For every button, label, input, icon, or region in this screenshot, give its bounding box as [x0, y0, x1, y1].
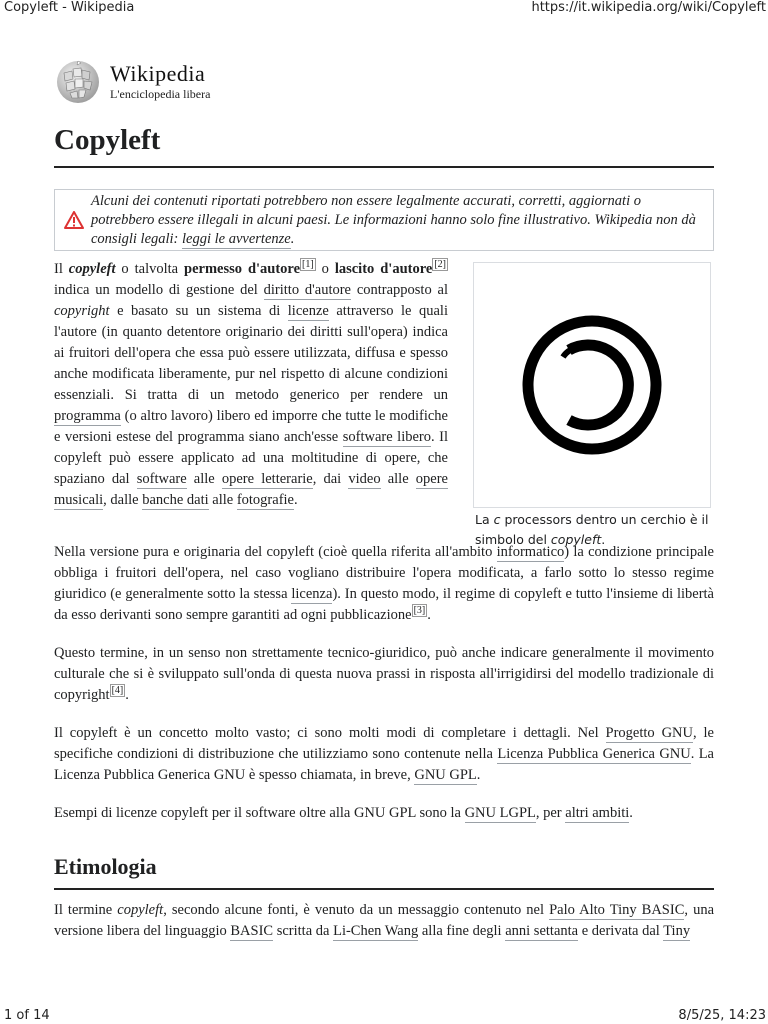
paragraph-concetto-vasto: Il copyleft è un concetto molto vasto; ci sono molti modi di completare i dettagli. Nel Progetto GNU, le specifiche condizioni di distribuzione che utilizziamo sono contenute nella Licenza Pubblica Generica GNU. La Licenza Pubblica Generica GNU è spesso chiamata, in breve, GNU GPL.: [54, 725, 714, 783]
basic-link[interactable]: BASIC: [230, 923, 274, 939]
gnu-lgpl-link[interactable]: GNU LGPL: [464, 805, 536, 821]
paragraph-versione-pura: Nella versione pura e originaria del copyleft (cioè quella riferita all'ambito informatico) la condizione principale obbliga i fruitori dell'opera, nel caso vogliano distribuire l'opera modificata, a farlo sotto lo stesso regime giuridico (e generalmente sotto la stessa licenza). In questo modo, il regime di copyleft e tutto l'insieme di libertà da esso derivanti sono sempre garantiti ad ogni pubblicazione [3] .: [54, 544, 714, 623]
licenza-gpl-link[interactable]: Licenza Pubblica Generica GNU: [497, 746, 691, 762]
notice-text: Alcuni dei contenuti riportati potrebbero non essere legalmente accurati, corretti, aggiornati o potrebbero essere illegali in alcuni paesi. Le informazioni hanno solo fine illustrativo. Wikipedia non dà consigli legali: leggi le avvertenze.: [91, 192, 696, 247]
section-heading-etimologia: Etimologia: [54, 852, 714, 890]
banche-dati-link[interactable]: banche dati: [142, 492, 209, 508]
print-datetime: 8/5/25, 14:23: [678, 1008, 766, 1023]
progetto-gnu-link[interactable]: Progetto GNU: [605, 725, 693, 741]
copyleft-figure: [473, 262, 713, 550]
licenza-link[interactable]: licenza: [291, 586, 333, 602]
gnu-gpl-link[interactable]: GNU GPL: [414, 767, 477, 783]
page-title: Copyleft: [54, 120, 714, 168]
print-header: [0, 0, 768, 16]
informatico-link[interactable]: informatico: [496, 544, 565, 560]
wikipedia-tagline: L'enciclopedia libera: [110, 86, 211, 101]
opere-letterarie-link[interactable]: opere letterarie: [221, 471, 313, 487]
print-page-number: 1 of 14: [4, 1008, 50, 1023]
citation-4[interactable]: [4]: [111, 685, 124, 697]
copyleft-symbol-icon: [517, 310, 667, 460]
altri-ambiti-link[interactable]: altri ambiti: [565, 805, 630, 821]
paragraph-movimento-culturale: Questo termine, in un senso non strettamente tecnico-giuridico, può anche indicare generalmente il movimento culturale che si è sviluppato sull'onda di questa nuova prassi in risposta all'irrigidirsi del modello tradizionale di copyright [4] .: [54, 645, 714, 703]
article-continued: [54, 542, 714, 942]
avvertenze-link[interactable]: leggi le avvertenze: [182, 230, 291, 247]
programma-link[interactable]: programma: [54, 408, 121, 424]
palo-alto-tiny-basic-link[interactable]: Palo Alto Tiny BASIC: [549, 902, 685, 918]
wikipedia-globe-icon: [54, 57, 102, 105]
citation-3[interactable]: [3]: [413, 605, 426, 617]
software-libero-link[interactable]: software libero: [342, 429, 431, 445]
warning-icon: [63, 211, 85, 229]
figure-image-frame[interactable]: [473, 262, 711, 508]
citation-2[interactable]: [2]: [434, 259, 446, 271]
figure-caption: La c processors dentro un cerchio è il simbolo del copyleft.: [475, 512, 709, 547]
legal-disclaimer-notice: [54, 189, 714, 251]
print-page-url: https://it.wikipedia.org/wiki/Copyleft: [531, 0, 766, 15]
diritto-autore-link[interactable]: diritto d'autore: [263, 282, 351, 298]
li-chen-wang-link[interactable]: Li-Chen Wang: [333, 923, 419, 939]
software-link[interactable]: software: [136, 471, 187, 487]
print-page-title: Copyleft - Wikipedia: [4, 0, 135, 15]
fotografie-link[interactable]: fotografie: [236, 492, 294, 508]
video-link[interactable]: video: [348, 471, 381, 487]
print-footer: [0, 1008, 768, 1024]
wikipedia-logo[interactable]: [54, 57, 210, 105]
licenze-link[interactable]: licenze: [287, 303, 329, 319]
paragraph-etimologia: Il termine copyleft, secondo alcune fonti, è venuto da un messaggio contenuto nel Palo Alto Tiny BASIC, una versione libera del linguaggio BASIC scritta da Li-Chen Wang alla fine degli anni settanta e derivata dal Tiny: [54, 902, 715, 939]
anni-settanta-link[interactable]: anni settanta: [505, 923, 579, 939]
paragraph-esempi-licenze: Esempi di licenze copyleft per il software oltre alla GNU GPL sono la GNU LGPL, per altri ambiti.: [54, 805, 633, 821]
wikipedia-wordmark: Wikipedia: [110, 60, 206, 86]
tiny-link[interactable]: Tiny: [663, 923, 691, 939]
opere-musicali-link[interactable]: opere musicali: [54, 471, 448, 508]
citation-1[interactable]: [1]: [302, 259, 314, 271]
article-content: [54, 120, 714, 549]
intro-paragraph: Il copyleft o talvolta permesso d'autore [1] o lascito d'autore [2] indica un modello di gestione del diritto d'autore contrapposto al copyright e basato su un sistema di licenze attraverso le quali l'autore (in quanto detentore originario dei diritti sull'opera) indica ai fruitori dell'opera che essa può essere utilizzata, diffusa e spesso anche modificata liberamente, pur nel rispetto di alcune condizioni essenziali. Si tratta di un metodo generico per rendere un programma (o altro lavoro) libero ed imporre che tutte le modifiche e versioni estese del programma siano anch'esse software libero. Il copyleft può essere applicato ad una moltitudine di opere, che spaziano dal software alle opere letterarie, dai video alle opere musicali, dalle banche dati alle fotografie.: [54, 259, 448, 508]
